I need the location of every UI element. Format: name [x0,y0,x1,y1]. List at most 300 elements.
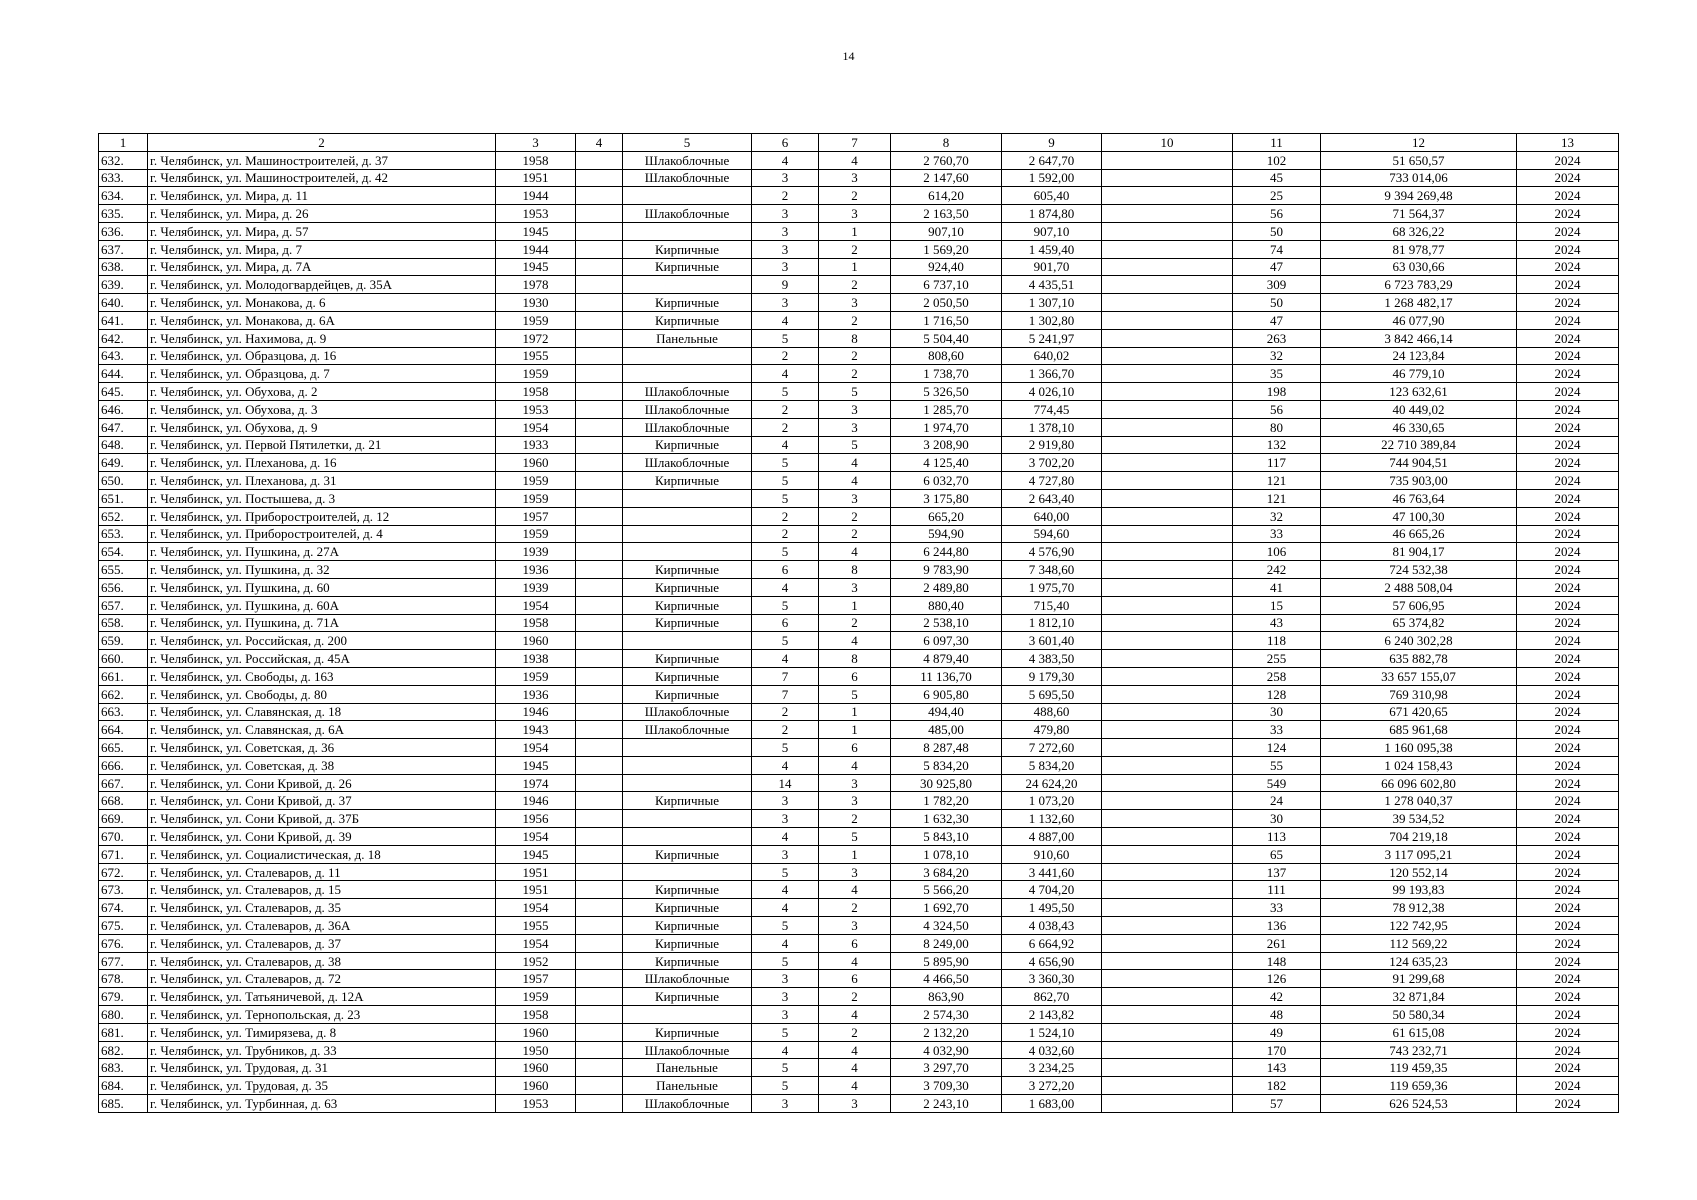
year-planned-cell: 2024 [1517,774,1619,792]
living-area-cell: 640,02 [1002,347,1102,365]
row-number-cell: 678. [99,970,148,988]
table-row [99,810,1619,828]
floors-cell: 2 [752,418,819,436]
col10-cell [1102,1095,1233,1113]
col10-cell [1102,703,1233,721]
year-planned-cell: 2024 [1517,169,1619,187]
col4-cell [576,365,623,383]
year-planned-cell: 2024 [1517,792,1619,810]
col4-cell [576,917,623,935]
entrances-cell: 2 [819,614,891,632]
col4-cell [576,489,623,507]
table-row [99,792,1619,810]
col10-cell [1102,400,1233,418]
entrances-cell: 4 [819,1077,891,1095]
residents-cell: 121 [1233,489,1321,507]
address-cell: г. Челябинск, ул. Турбинная, д. 63 [148,1095,496,1113]
address-cell: г. Челябинск, ул. Славянская, д. 18 [148,703,496,721]
col10-cell [1102,845,1233,863]
floors-cell: 7 [752,667,819,685]
col4-cell [576,1059,623,1077]
column-header: 13 [1517,134,1619,152]
column-header: 5 [623,134,752,152]
address-cell: г. Челябинск, ул. Социалистическая, д. 18 [148,845,496,863]
col10-cell [1102,276,1233,294]
wall-material-cell: Шлакоблочные [623,418,752,436]
year-cell: 1954 [496,739,576,757]
cost-cell: 63 030,66 [1321,258,1517,276]
table-row [99,881,1619,899]
living-area-cell: 3 702,20 [1002,454,1102,472]
row-number-cell: 679. [99,988,148,1006]
floors-cell: 4 [752,436,819,454]
year-cell: 1944 [496,240,576,258]
entrances-cell: 4 [819,151,891,169]
residents-cell: 42 [1233,988,1321,1006]
table-row [99,988,1619,1006]
residents-cell: 113 [1233,828,1321,846]
residents-cell: 47 [1233,258,1321,276]
year-planned-cell: 2024 [1517,418,1619,436]
total-area-cell: 1 285,70 [891,400,1002,418]
cost-cell: 123 632,61 [1321,383,1517,401]
total-area-cell: 11 136,70 [891,667,1002,685]
year-cell: 1959 [496,988,576,1006]
cost-cell: 1 278 040,37 [1321,792,1517,810]
cost-cell: 626 524,53 [1321,1095,1517,1113]
floors-cell: 3 [752,792,819,810]
wall-material-cell: Шлакоблочные [623,1041,752,1059]
entrances-cell: 5 [819,436,891,454]
living-area-cell: 2 647,70 [1002,151,1102,169]
year-planned-cell: 2024 [1517,222,1619,240]
living-area-cell: 5 834,20 [1002,756,1102,774]
entrances-cell: 1 [819,596,891,614]
year-planned-cell: 2024 [1517,899,1619,917]
residents-cell: 137 [1233,863,1321,881]
row-number-cell: 661. [99,667,148,685]
col4-cell [576,329,623,347]
column-header: 2 [148,134,496,152]
wall-material-cell: Кирпичные [623,472,752,490]
year-cell: 1953 [496,1095,576,1113]
col10-cell [1102,205,1233,223]
floors-cell: 2 [752,507,819,525]
address-cell: г. Челябинск, ул. Приборостроителей, д. 12 [148,507,496,525]
total-area-cell: 1 692,70 [891,899,1002,917]
year-planned-cell: 2024 [1517,383,1619,401]
col10-cell [1102,899,1233,917]
col4-cell [576,756,623,774]
col10-cell [1102,667,1233,685]
year-cell: 1954 [496,934,576,952]
col10-cell [1102,614,1233,632]
cost-cell: 39 534,52 [1321,810,1517,828]
total-area-cell: 6 905,80 [891,685,1002,703]
floors-cell: 2 [752,525,819,543]
residents-cell: 33 [1233,525,1321,543]
table-row [99,1023,1619,1041]
residents-cell: 102 [1233,151,1321,169]
column-header: 11 [1233,134,1321,152]
floors-cell: 5 [752,1077,819,1095]
year-cell: 1944 [496,187,576,205]
year-cell: 1960 [496,1077,576,1095]
year-planned-cell: 2024 [1517,934,1619,952]
entrances-cell: 1 [819,222,891,240]
table-row [99,650,1619,668]
col10-cell [1102,756,1233,774]
total-area-cell: 4 125,40 [891,454,1002,472]
row-number-cell: 664. [99,721,148,739]
col4-cell [576,258,623,276]
residents-cell: 170 [1233,1041,1321,1059]
year-planned-cell: 2024 [1517,436,1619,454]
row-number-cell: 680. [99,1006,148,1024]
wall-material-cell [623,276,752,294]
address-cell: г. Челябинск, ул. Первой Пятилетки, д. 21 [148,436,496,454]
col4-cell [576,205,623,223]
col4-cell [576,774,623,792]
year-cell: 1959 [496,365,576,383]
col10-cell [1102,187,1233,205]
wall-material-cell [623,828,752,846]
table-row [99,525,1619,543]
year-planned-cell: 2024 [1517,596,1619,614]
living-area-cell: 1 378,10 [1002,418,1102,436]
living-area-cell: 4 026,10 [1002,383,1102,401]
table-row [99,1006,1619,1024]
col4-cell [576,934,623,952]
cost-cell: 78 912,38 [1321,899,1517,917]
living-area-cell: 4 656,90 [1002,952,1102,970]
year-cell: 1954 [496,899,576,917]
cost-cell: 32 871,84 [1321,988,1517,1006]
row-number-cell: 637. [99,240,148,258]
col4-cell [576,810,623,828]
residents-cell: 57 [1233,1095,1321,1113]
total-area-cell: 8 287,48 [891,739,1002,757]
floors-cell: 3 [752,845,819,863]
col10-cell [1102,917,1233,935]
floors-cell: 5 [752,596,819,614]
residents-cell: 33 [1233,899,1321,917]
entrances-cell: 3 [819,169,891,187]
entrances-cell: 5 [819,828,891,846]
year-cell: 1959 [496,472,576,490]
residents-cell: 136 [1233,917,1321,935]
col10-cell [1102,258,1233,276]
cost-cell: 119 459,35 [1321,1059,1517,1077]
col10-cell [1102,1077,1233,1095]
address-cell: г. Челябинск, ул. Сталеваров, д. 11 [148,863,496,881]
address-cell: г. Челябинск, ул. Пушкина, д. 60 [148,578,496,596]
year-planned-cell: 2024 [1517,258,1619,276]
residents-cell: 263 [1233,329,1321,347]
floors-cell: 6 [752,614,819,632]
living-area-cell: 1 366,70 [1002,365,1102,383]
floors-cell: 4 [752,934,819,952]
year-cell: 1945 [496,222,576,240]
row-number-cell: 665. [99,739,148,757]
address-cell: г. Челябинск, ул. Сони Кривой, д. 37Б [148,810,496,828]
entrances-cell: 3 [819,792,891,810]
residents-cell: 126 [1233,970,1321,988]
year-cell: 1955 [496,917,576,935]
table-row [99,756,1619,774]
table-row [99,596,1619,614]
total-area-cell: 9 783,90 [891,561,1002,579]
address-cell: г. Челябинск, ул. Мира, д. 26 [148,205,496,223]
col10-cell [1102,222,1233,240]
total-area-cell: 5 834,20 [891,756,1002,774]
cost-cell: 47 100,30 [1321,507,1517,525]
floors-cell: 4 [752,1041,819,1059]
entrances-cell: 2 [819,525,891,543]
floors-cell: 6 [752,561,819,579]
page-number: 14 [842,49,855,63]
col4-cell [576,1006,623,1024]
col10-cell [1102,881,1233,899]
entrances-cell: 2 [819,988,891,1006]
floors-cell: 5 [752,454,819,472]
col10-cell [1102,970,1233,988]
table-row [99,258,1619,276]
total-area-cell: 485,00 [891,721,1002,739]
year-planned-cell: 2024 [1517,952,1619,970]
cost-cell: 635 882,78 [1321,650,1517,668]
entrances-cell: 4 [819,1041,891,1059]
living-area-cell: 774,45 [1002,400,1102,418]
year-cell: 1959 [496,525,576,543]
wall-material-cell [623,1006,752,1024]
cost-cell: 61 615,08 [1321,1023,1517,1041]
col4-cell [576,276,623,294]
floors-cell: 4 [752,756,819,774]
residents-cell: 148 [1233,952,1321,970]
address-cell: г. Челябинск, ул. Пушкина, д. 27А [148,543,496,561]
year-planned-cell: 2024 [1517,347,1619,365]
residents-cell: 182 [1233,1077,1321,1095]
entrances-cell: 3 [819,774,891,792]
address-cell: г. Челябинск, ул. Сталеваров, д. 15 [148,881,496,899]
living-area-cell: 907,10 [1002,222,1102,240]
floors-cell: 3 [752,294,819,312]
year-planned-cell: 2024 [1517,365,1619,383]
col4-cell [576,383,623,401]
col4-cell [576,294,623,312]
address-cell: г. Челябинск, ул. Постышева, д. 3 [148,489,496,507]
address-cell: г. Челябинск, ул. Славянская, д. 6А [148,721,496,739]
year-planned-cell: 2024 [1517,756,1619,774]
cost-cell: 33 657 155,07 [1321,667,1517,685]
floors-cell: 4 [752,899,819,917]
living-area-cell: 3 601,40 [1002,632,1102,650]
row-number-cell: 684. [99,1077,148,1095]
floors-cell: 5 [752,1023,819,1041]
table-row [99,934,1619,952]
year-cell: 1945 [496,258,576,276]
living-area-cell: 479,80 [1002,721,1102,739]
cost-cell: 733 014,06 [1321,169,1517,187]
residents-cell: 32 [1233,347,1321,365]
total-area-cell: 2 538,10 [891,614,1002,632]
column-header: 7 [819,134,891,152]
col10-cell [1102,650,1233,668]
residents-cell: 56 [1233,205,1321,223]
entrances-cell: 3 [819,863,891,881]
floors-cell: 4 [752,578,819,596]
year-cell: 1960 [496,1059,576,1077]
total-area-cell: 2 760,70 [891,151,1002,169]
col10-cell [1102,365,1233,383]
living-area-cell: 2 643,40 [1002,489,1102,507]
col10-cell [1102,507,1233,525]
living-area-cell: 1 307,10 [1002,294,1102,312]
row-number-cell: 636. [99,222,148,240]
address-cell: г. Челябинск, ул. Монакова, д. 6А [148,311,496,329]
cost-cell: 99 193,83 [1321,881,1517,899]
row-number-cell: 657. [99,596,148,614]
year-planned-cell: 2024 [1517,614,1619,632]
wall-material-cell: Кирпичные [623,881,752,899]
col4-cell [576,347,623,365]
row-number-cell: 643. [99,347,148,365]
living-area-cell: 4 383,50 [1002,650,1102,668]
entrances-cell: 4 [819,543,891,561]
address-cell: г. Челябинск, ул. Трудовая, д. 31 [148,1059,496,1077]
wall-material-cell: Кирпичные [623,294,752,312]
cost-cell: 724 532,38 [1321,561,1517,579]
floors-cell: 4 [752,151,819,169]
year-cell: 1960 [496,1023,576,1041]
address-cell: г. Челябинск, ул. Сталеваров, д. 35 [148,899,496,917]
wall-material-cell: Кирпичные [623,845,752,863]
floors-cell: 3 [752,1006,819,1024]
floors-cell: 3 [752,222,819,240]
wall-material-cell: Кирпичные [623,650,752,668]
col4-cell [576,596,623,614]
living-area-cell: 1 524,10 [1002,1023,1102,1041]
address-cell: г. Челябинск, ул. Монакова, д. 6 [148,294,496,312]
cost-cell: 1 160 095,38 [1321,739,1517,757]
living-area-cell: 1 302,80 [1002,311,1102,329]
living-area-cell: 3 441,60 [1002,863,1102,881]
address-cell: г. Челябинск, ул. Плеханова, д. 16 [148,454,496,472]
wall-material-cell [623,810,752,828]
total-area-cell: 3 175,80 [891,489,1002,507]
table-row [99,1077,1619,1095]
residents-cell: 50 [1233,222,1321,240]
wall-material-cell: Шлакоблочные [623,454,752,472]
residents-cell: 118 [1233,632,1321,650]
total-area-cell: 30 925,80 [891,774,1002,792]
living-area-cell: 7 348,60 [1002,561,1102,579]
col4-cell [576,436,623,454]
col10-cell [1102,561,1233,579]
table-row [99,561,1619,579]
residents-cell: 41 [1233,578,1321,596]
row-number-cell: 642. [99,329,148,347]
entrances-cell: 8 [819,650,891,668]
wall-material-cell: Шлакоблочные [623,383,752,401]
wall-material-cell: Кирпичные [623,899,752,917]
living-area-cell: 3 272,20 [1002,1077,1102,1095]
total-area-cell: 2 243,10 [891,1095,1002,1113]
floors-cell: 5 [752,383,819,401]
living-area-cell: 4 038,43 [1002,917,1102,935]
wall-material-cell: Кирпичные [623,667,752,685]
living-area-cell: 4 576,90 [1002,543,1102,561]
residents-cell: 32 [1233,507,1321,525]
row-number-cell: 646. [99,400,148,418]
total-area-cell: 3 684,20 [891,863,1002,881]
total-area-cell: 5 504,40 [891,329,1002,347]
address-cell: г. Челябинск, ул. Образцова, д. 16 [148,347,496,365]
table-row [99,489,1619,507]
total-area-cell: 4 032,90 [891,1041,1002,1059]
col4-cell [576,881,623,899]
entrances-cell: 3 [819,489,891,507]
address-cell: г. Челябинск, ул. Нахимова, д. 9 [148,329,496,347]
year-cell: 1960 [496,454,576,472]
row-number-cell: 672. [99,863,148,881]
floors-cell: 2 [752,347,819,365]
col4-cell [576,739,623,757]
floors-cell: 5 [752,952,819,970]
year-planned-cell: 2024 [1517,881,1619,899]
address-cell: г. Челябинск, ул. Приборостроителей, д. 4 [148,525,496,543]
table-row [99,543,1619,561]
year-planned-cell: 2024 [1517,845,1619,863]
year-cell: 1953 [496,205,576,223]
wall-material-cell: Кирпичные [623,258,752,276]
col10-cell [1102,525,1233,543]
floors-cell: 14 [752,774,819,792]
col4-cell [576,1077,623,1095]
entrances-cell: 3 [819,400,891,418]
year-planned-cell: 2024 [1517,703,1619,721]
living-area-cell: 6 664,92 [1002,934,1102,952]
year-cell: 1957 [496,507,576,525]
year-cell: 1945 [496,756,576,774]
wall-material-cell [623,347,752,365]
total-area-cell: 3 208,90 [891,436,1002,454]
total-area-cell: 4 466,50 [891,970,1002,988]
total-area-cell: 1 078,10 [891,845,1002,863]
year-planned-cell: 2024 [1517,1077,1619,1095]
row-number-cell: 647. [99,418,148,436]
residents-cell: 25 [1233,187,1321,205]
total-area-cell: 4 324,50 [891,917,1002,935]
address-cell: г. Челябинск, ул. Тернопольская, д. 23 [148,1006,496,1024]
residents-cell: 549 [1233,774,1321,792]
table-row [99,400,1619,418]
col10-cell [1102,721,1233,739]
floors-cell: 5 [752,917,819,935]
col4-cell [576,240,623,258]
col4-cell [576,614,623,632]
col4-cell [576,899,623,917]
col10-cell [1102,774,1233,792]
year-cell: 1946 [496,703,576,721]
year-planned-cell: 2024 [1517,543,1619,561]
address-cell: г. Челябинск, ул. Свободы, д. 80 [148,685,496,703]
cost-cell: 769 310,98 [1321,685,1517,703]
col4-cell [576,845,623,863]
row-number-cell: 675. [99,917,148,935]
living-area-cell: 5 695,50 [1002,685,1102,703]
